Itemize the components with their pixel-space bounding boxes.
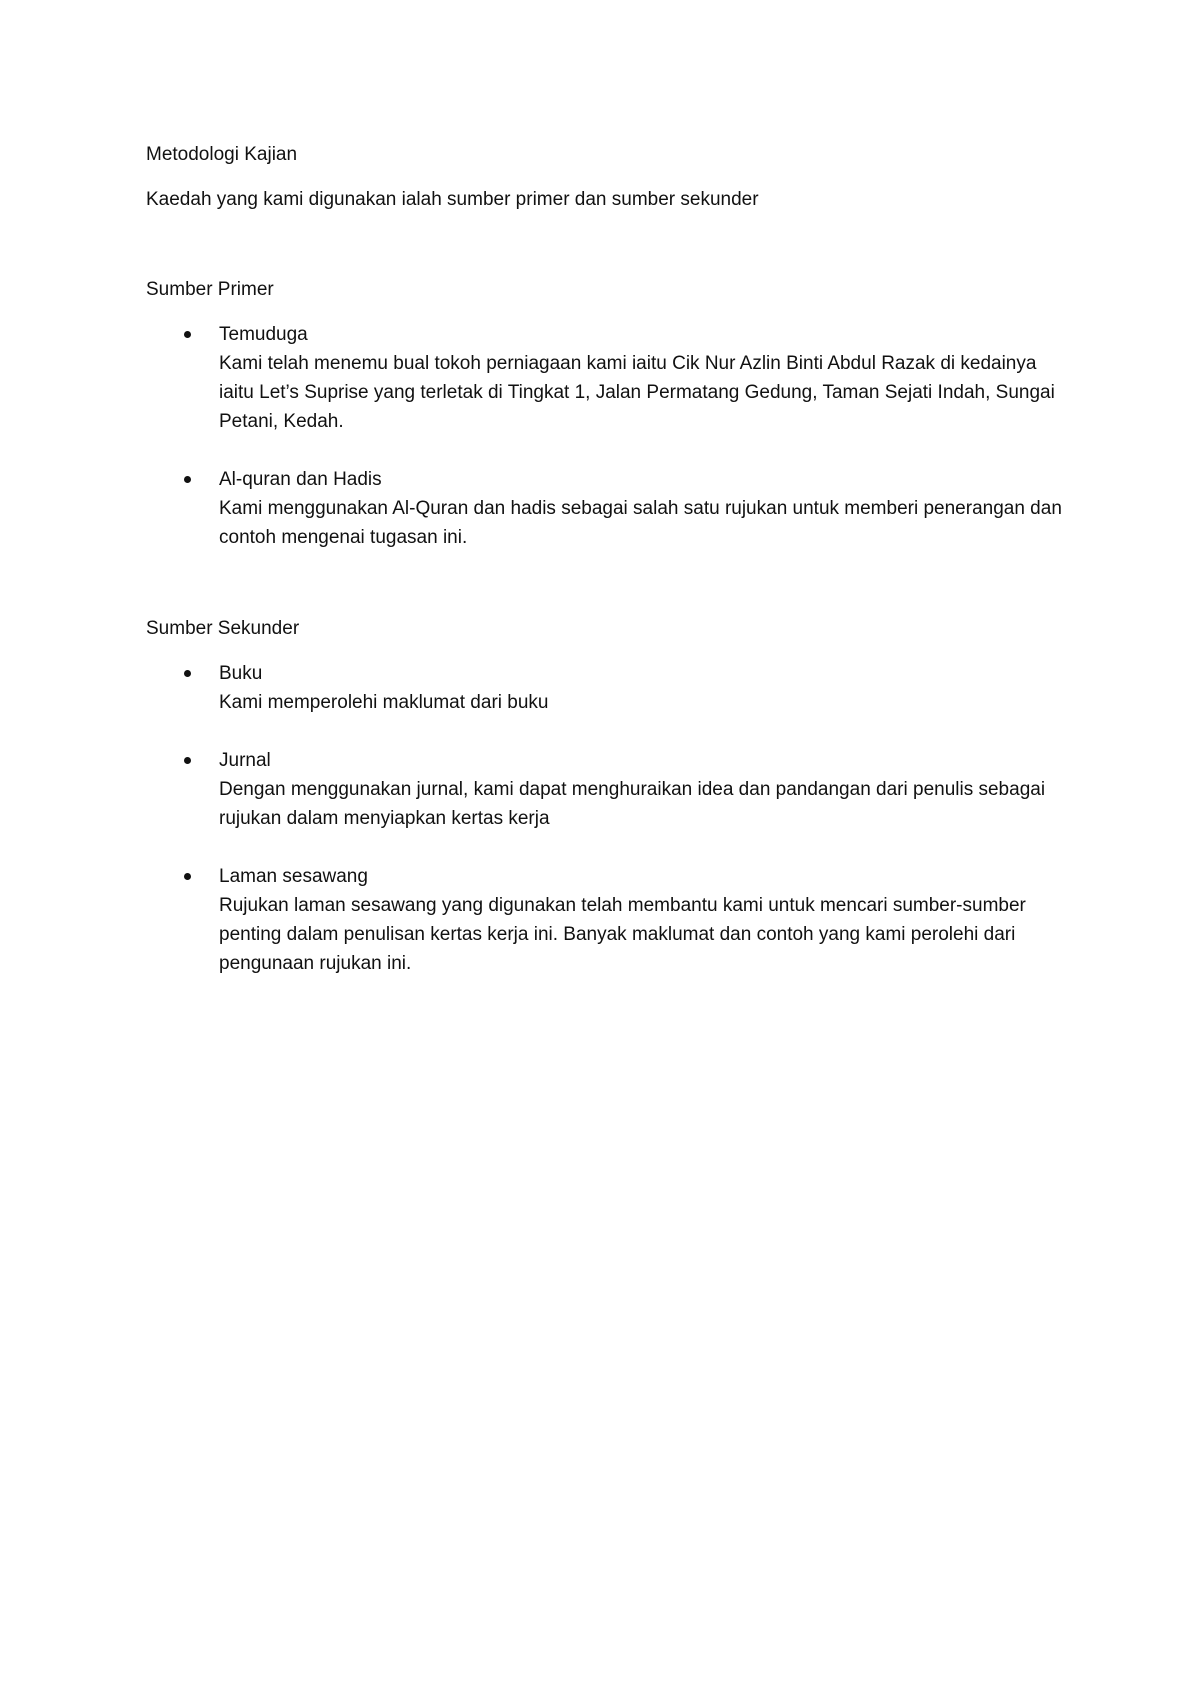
intro-paragraph: Kaedah yang kami digunakan ialah sumber primer dan sumber sekunder xyxy=(146,189,759,210)
list-item-title: Buku xyxy=(219,663,263,684)
list-item xyxy=(146,746,1066,833)
bullet-icon xyxy=(184,476,191,483)
bullet-icon xyxy=(184,331,191,338)
document-body xyxy=(146,140,1066,978)
list-item-description: Rujukan laman sesawang yang digunakan telah membantu kami untuk mencari sumber-sumber penting dalam penulisan kertas kerja ini. Banyak maklumat dan contoh yang kami perolehi dari pengunaan rujukan ini. xyxy=(219,895,1026,974)
list-item-title: Al-quran dan Hadis xyxy=(219,469,382,490)
bullet-icon xyxy=(184,757,191,764)
section-heading-secondary: Sumber Sekunder xyxy=(146,618,300,639)
list-item xyxy=(146,862,1066,978)
section-heading-primary: Sumber Primer xyxy=(146,279,274,300)
list-item xyxy=(146,320,1066,436)
list-item xyxy=(146,659,1066,717)
bullet-icon xyxy=(184,670,191,677)
list-item xyxy=(146,465,1066,552)
document-title: Metodologi Kajian xyxy=(146,144,298,165)
list-item-title: Temuduga xyxy=(219,324,308,345)
bullet-icon xyxy=(184,873,191,880)
list-item-title: Jurnal xyxy=(219,750,271,771)
list-item-description: Kami memperolehi maklumat dari buku xyxy=(219,692,549,713)
primary-sources-list xyxy=(146,320,1066,552)
list-item-title: Laman sesawang xyxy=(219,866,368,887)
list-item-description: Kami menggunakan Al-Quran dan hadis sebagai salah satu rujukan untuk memberi penerangan dan contoh mengenai tugasan ini. xyxy=(219,498,1062,548)
list-item-description: Dengan menggunakan jurnal, kami dapat menghuraikan idea dan pandangan dari penulis sebagai rujukan dalam menyiapkan kertas kerja xyxy=(219,779,1046,829)
list-item-description: Kami telah menemu bual tokoh perniagaan kami iaitu Cik Nur Azlin Binti Abdul Razak di kedainya iaitu Let’s Suprise yang terletak di Tingkat 1, Jalan Permatang Gedung, Taman Sejati Indah, Sungai Petani, Kedah. xyxy=(219,353,1055,432)
secondary-sources-list xyxy=(146,659,1066,978)
